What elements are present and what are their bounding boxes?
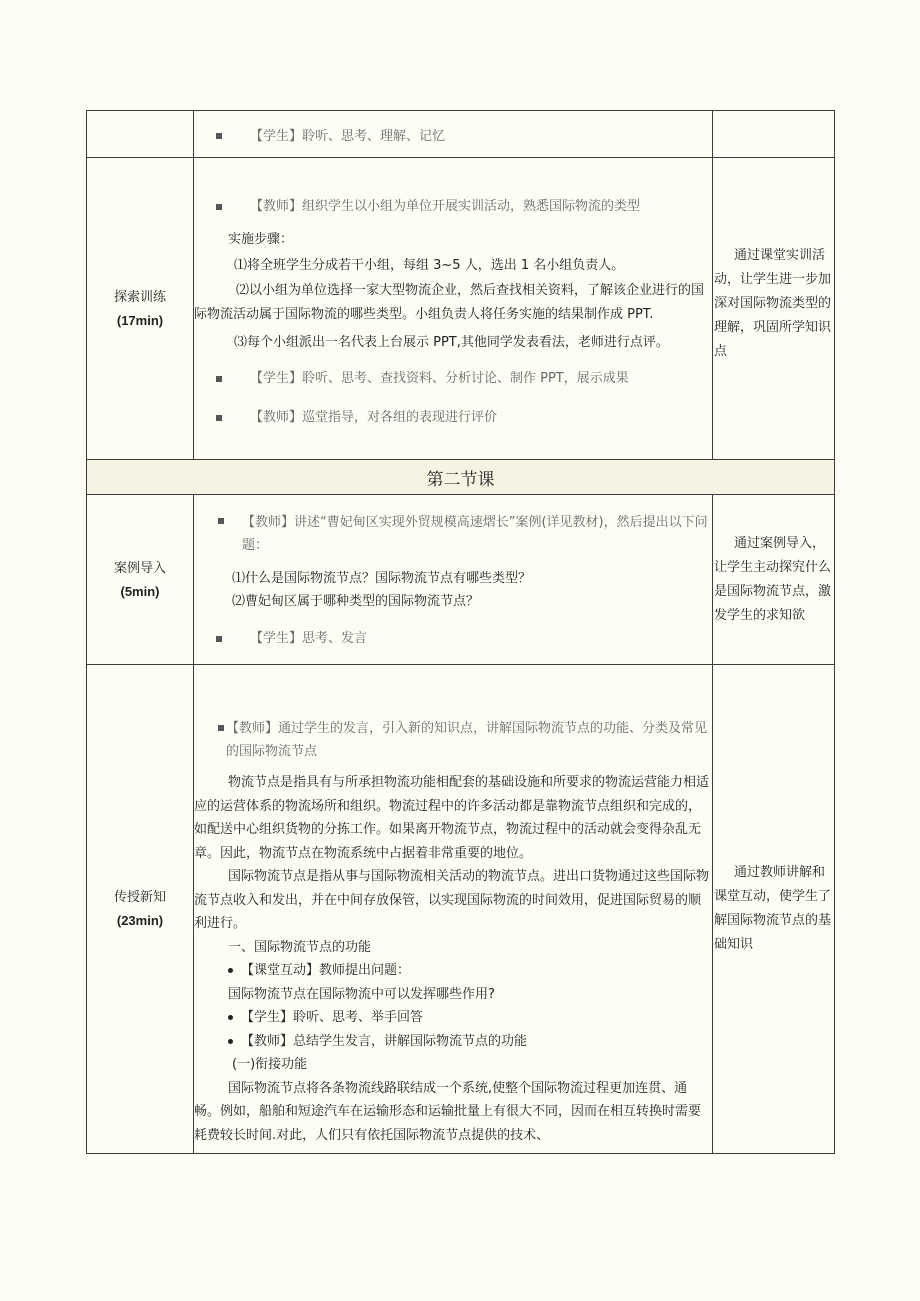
teacher-activity: 【教师】通过学生的发言，引入新的知识点，讲解国际物流节点的功能、分类及常见的国际物流节点 xyxy=(226,721,708,759)
content-cell xyxy=(194,495,713,665)
paragraph: 物流节点是指具有与所承担物流功能相配套的基础设施和所要求的物流运营能力相适应的运营体系的物流场所和组织。物流过程中的许多活动都是靠物流节点组织和完成的，如配送中心组织货物的分拣工作。如果离开物流节点，物流过程中的活动就会变得杂乱无章。因此，物流节点在物流系统中占据着非常重要的地位。 xyxy=(194,775,710,861)
stage-name: 探索训练 xyxy=(113,289,166,305)
intent-cell xyxy=(713,111,835,158)
question-1: ⑴什么是国际物流节点？国际物流节点有哪些类型？ xyxy=(232,571,532,586)
stage-time: (23min) xyxy=(116,913,164,928)
square-bullet-icon xyxy=(218,518,224,524)
dot-bullet-icon xyxy=(228,968,233,973)
question-2: ⑵曹妃甸区属于哪种类型的国际物流节点？ xyxy=(232,594,480,609)
section-header-row xyxy=(87,460,835,495)
table-row xyxy=(87,665,835,1154)
lesson-plan-table xyxy=(86,110,835,1154)
subheading: (一)衔接功能 xyxy=(232,1057,308,1072)
stage-cell xyxy=(87,158,194,460)
stage-time: (17min) xyxy=(116,312,164,328)
teacher-activity: 【教师】组织学生以小组为单位开展实训活动，熟悉国际物流的类型 xyxy=(250,199,641,214)
step-3: ⑶每个小组派出一名代表上台展示 PPT,其他同学发表看法，老师进行点评。 xyxy=(234,335,669,350)
square-bullet-icon xyxy=(218,725,224,731)
student-activity: 【学生】聆听、思考、举手回答 xyxy=(241,1010,424,1025)
square-bullet-icon xyxy=(216,204,222,210)
student-activity: 【学生】聆听、思考、查找资料、分析讨论、制作 PPT，展示成果 xyxy=(250,371,629,386)
teacher-activity: 【教师】总结学生发言，讲解国际物流节点的功能 xyxy=(241,1033,528,1049)
table-row xyxy=(87,158,835,460)
intent-cell xyxy=(713,665,835,1154)
content-cell xyxy=(194,158,713,460)
classroom-interaction: 【课堂互动】教师提出问题： xyxy=(241,963,411,978)
square-bullet-icon xyxy=(216,376,222,382)
stage-cell xyxy=(87,111,194,158)
stage-cell xyxy=(87,495,194,665)
table-row xyxy=(87,111,835,158)
stage-cell xyxy=(87,665,194,1154)
section-title: 第二节课 xyxy=(87,460,835,495)
table-row xyxy=(87,495,835,665)
stage-name: 传授新知 xyxy=(113,890,166,905)
content-cell xyxy=(194,111,713,158)
stage-name: 案例导入 xyxy=(113,560,166,576)
dot-bullet-icon xyxy=(228,1039,233,1044)
student-activity: 【学生】聆听、思考、理解、记忆 xyxy=(250,128,446,144)
design-intent: 通过案例导入，让学生主动探究什么是国际物流节点，激发学生的求知欲 xyxy=(714,535,832,623)
square-bullet-icon xyxy=(216,415,222,421)
teacher-activity: 【教师】讲述“曹妃甸区实现外贸规模高速熠长”案例(详见教材)，然后提出以下问题： xyxy=(242,515,708,553)
content-cell xyxy=(194,665,713,1154)
intent-cell xyxy=(713,158,835,460)
design-intent: 通过教师讲解和课堂互动，使学生了解国际物流节点的基础知识 xyxy=(714,865,832,952)
steps-title: 实施步骤： xyxy=(228,232,294,247)
step-2: ⑵以小组为单位选择一家大型物流企业，然后查找相关资料，了解该企业进行的国际物流活动属于国际物流的哪些类型。小组负责人将任务实施的结果制作成 PPT. xyxy=(194,283,705,322)
square-bullet-icon xyxy=(216,133,222,139)
dot-bullet-icon xyxy=(228,1015,233,1020)
square-bullet-icon xyxy=(216,636,222,642)
step-1: ⑴将全班学生分成若干小组，每组 3~5 人，选出 1 名小组负责人。 xyxy=(234,258,625,273)
intent-cell xyxy=(713,495,835,665)
student-activity: 【学生】思考、发言 xyxy=(250,631,368,646)
question: 国际物流节点在国际物流中可以发挥哪些作用? xyxy=(228,986,495,1002)
design-intent: 通过课堂实训活动，让学生进一步加深对国际物流类型的理解，巩固所学知识点 xyxy=(714,247,832,359)
paragraph: 国际物流节点是指从事与国际物流相关活动的物流节点。进出口货物通过这些国际物流节点收入和发出，并在中间存放保管，以实现国际物流的时间效用，促进国际贸易的顺利进行。 xyxy=(194,869,710,931)
teacher-activity: 【教师】巡堂指导，对各组的表现进行评价 xyxy=(250,410,498,425)
heading: 一、国际物流节点的功能 xyxy=(228,939,372,955)
stage-time: (5min) xyxy=(120,583,160,599)
paragraph: 国际物流节点将各条物流线路联结成一个系统,使整个国际物流过程更加连贯、通畅。例如，船舶和短途汽车在运输形态和运输批量上有很大不同，因而在相互转换时需要耗费较长时间.对此，人们只有依托国际物流节点提供的技术、 xyxy=(194,1080,702,1143)
